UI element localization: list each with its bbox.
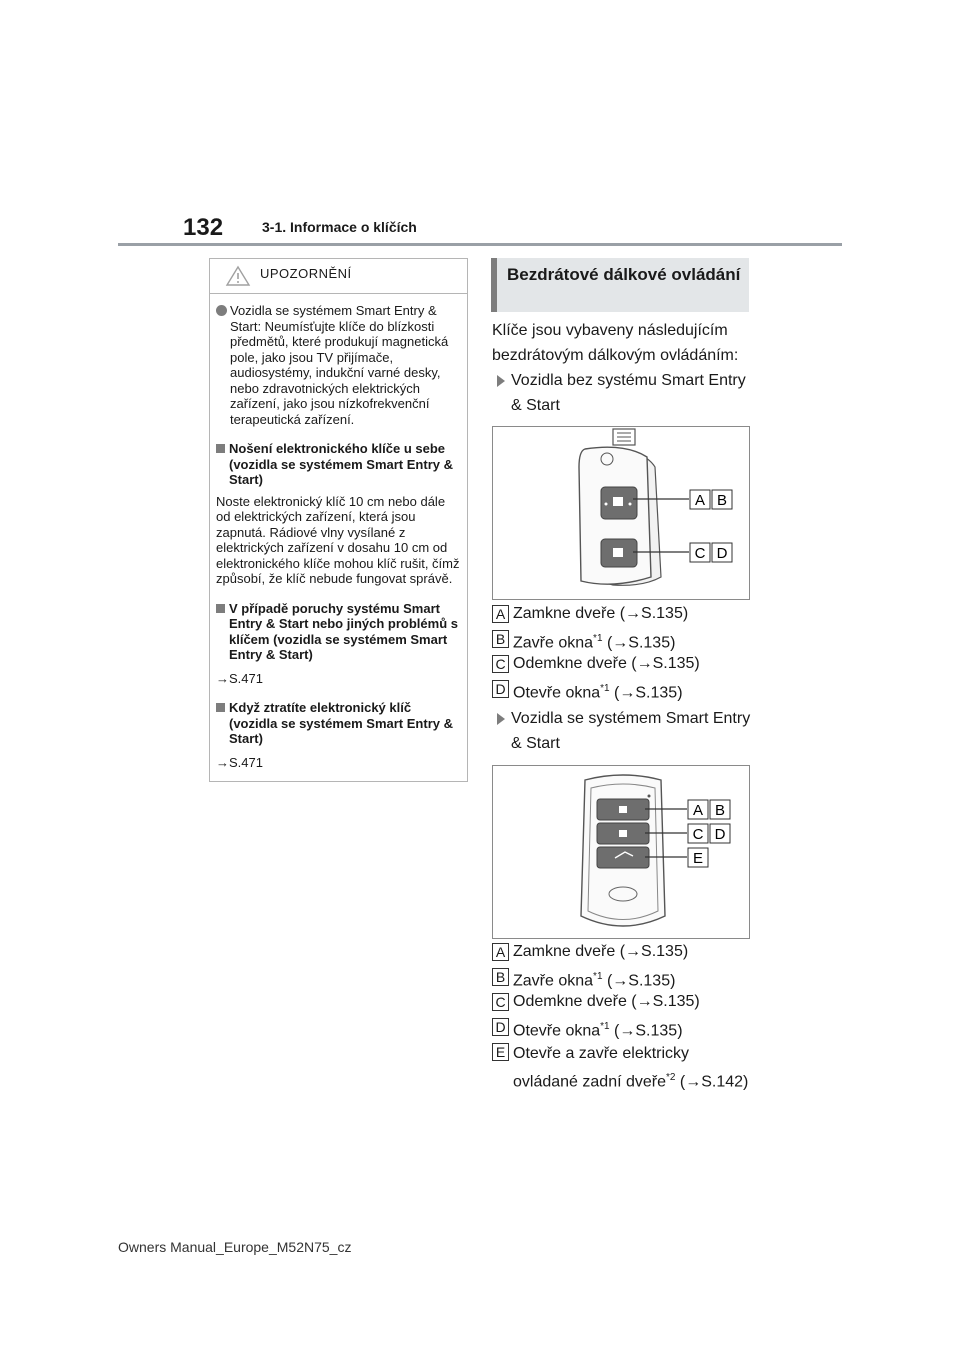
square-bullet-icon <box>216 703 225 712</box>
legend-item: C Odemkne dveře (→S.135) <box>492 992 762 1017</box>
legend-item: D Otevře okna$^{*1}$ (→S.135) <box>492 1017 762 1042</box>
warning-box <box>209 258 468 782</box>
callout-label: A <box>692 802 704 819</box>
warning-section-heading: Když ztratíte elektronický klíč (vozidla se systémem Smart Entry & Start) <box>216 700 461 747</box>
bullet-dot-icon <box>216 305 227 316</box>
callout-label: C <box>692 826 704 843</box>
page-reference: →S.471 <box>216 754 263 770</box>
flip-key-figure <box>492 426 750 600</box>
warning-section-body: Noste elektronický klíč 10 cm nebo dále od elektrických zařízení, která jsou zapnutá. Rádiové vlny vysílané z elektrických zařízení v dosahu 10 cm od elektronického klíče mohou klíč rušit, čímž způsobí, že klíč nebude fungovat správě. <box>216 493 460 586</box>
page-reference: →S.471 <box>216 670 263 686</box>
header-divider <box>118 243 842 246</box>
variant-label: Vozidla bez systému Smart Entry & Start <box>497 368 757 418</box>
callout-label: D <box>716 545 728 562</box>
legend-item: D Otevře okna$^{*1}$ (→S.135) <box>492 679 762 704</box>
callout-label: B <box>716 492 728 509</box>
warning-triangle-icon <box>225 265 251 287</box>
variant-label: Vozidla se systémem Smart Entry & Start <box>497 706 757 756</box>
warning-section-heading: V případě poruchy systému Smart Entry & Start nebo jiných problémů s klíčem (vozidla se systémem Smart Entry & Start) <box>216 601 461 663</box>
arrow-bullet-icon <box>497 713 505 725</box>
section-title: 3-1. Informace o klíčích <box>262 219 417 235</box>
callout-label: D <box>714 826 726 843</box>
legend-list <box>492 942 762 1092</box>
section-heading: Bezdrátové dálkové ovládání <box>491 258 749 312</box>
warning-bullet-text: Vozidla se systémem Smart Entry & Start: Neumísťujte klíče do blízkosti předmětů, které produkují magnetická pole, jako jsou TV přijímače, audiosystémy, indukční varné desky, nebo zdravotnických elektrických zařízení, jako jsou nízkofrekvenční terapeutická zařízení. <box>230 303 449 427</box>
callout-label: E <box>692 850 704 867</box>
smart-key-figure <box>492 765 750 939</box>
warning-bullet <box>216 303 461 427</box>
legend-item: E Otevře a zavře elektricky ovládané zadní dveře$^{*2}$ (→S.142) <box>492 1042 762 1092</box>
callout-label: C <box>694 545 706 562</box>
callout-label: A <box>694 492 706 509</box>
square-bullet-icon <box>216 444 225 453</box>
legend-item: C Odemkne dveře (→S.135) <box>492 654 762 679</box>
warning-header <box>210 259 467 294</box>
legend-item: B Zavře okna$^{*1}$ (→S.135) <box>492 967 762 992</box>
square-bullet-icon <box>216 604 225 613</box>
legend-item: A Zamkne dveře (→S.135) <box>492 942 762 967</box>
warning-section-heading: Nošení elektronického klíče u sebe (vozidla se systémem Smart Entry & Start) <box>216 441 461 488</box>
flip-key-illustration <box>493 427 749 599</box>
legend-list <box>492 604 762 704</box>
callout-label: B <box>714 802 726 819</box>
footer-text: Owners Manual_Europe_M52N75_cz <box>118 1239 352 1255</box>
intro-text: Klíče jsou vybaveny následujícím bezdrátovým dálkovým ovládáním: <box>492 322 739 364</box>
smart-key-illustration <box>493 766 749 938</box>
arrow-bullet-icon <box>497 375 505 387</box>
page-number: 132 <box>183 214 224 241</box>
legend-item: B Zavře okna$^{*1}$ (→S.135) <box>492 629 762 654</box>
warning-title: UPOZORNĚNÍ <box>260 266 352 281</box>
legend-item: A Zamkne dveře (→S.135) <box>492 604 762 629</box>
